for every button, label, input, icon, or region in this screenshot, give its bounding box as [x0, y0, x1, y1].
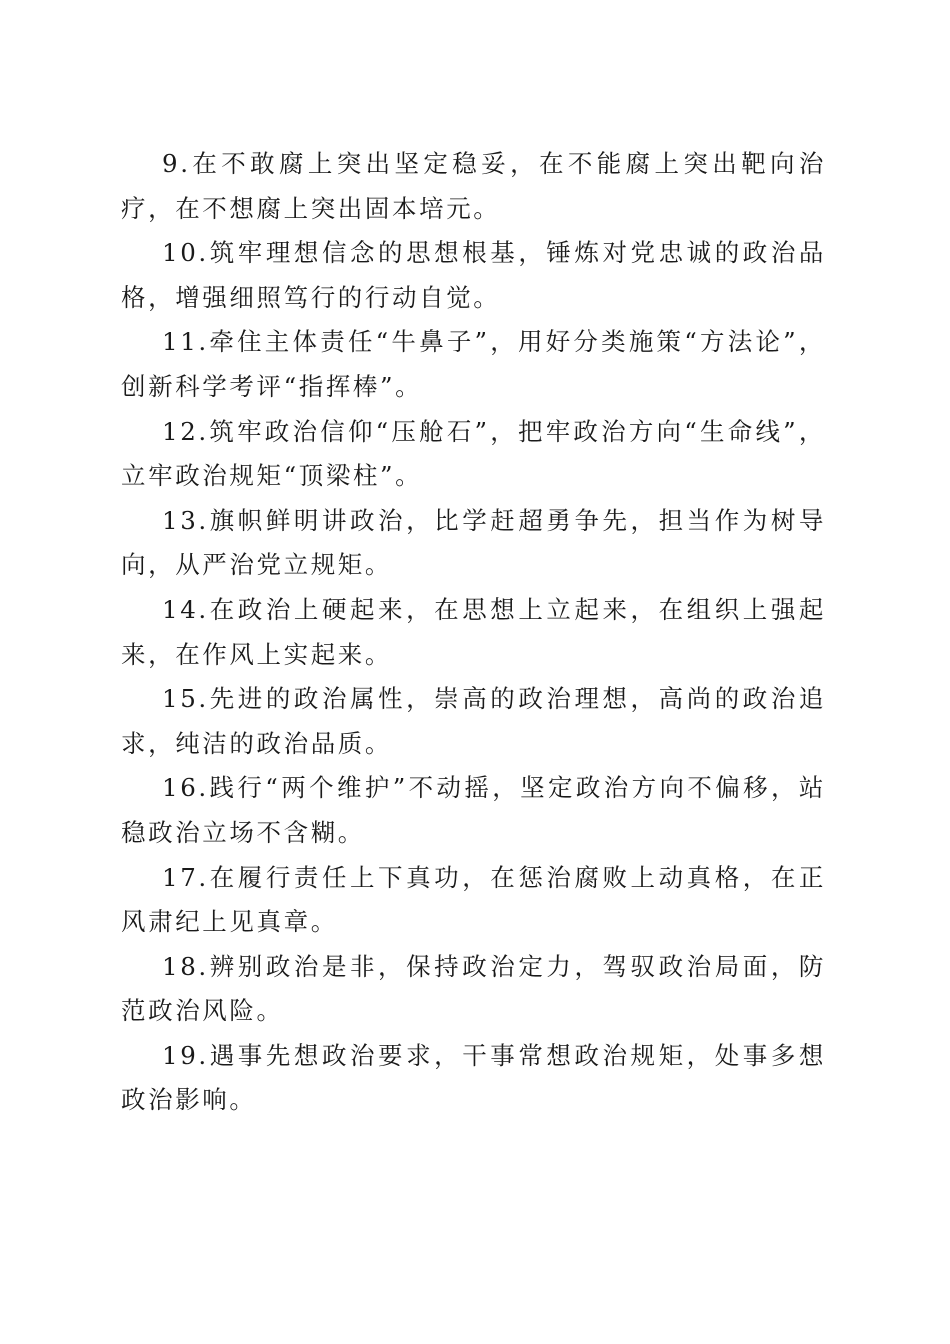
- paragraph-16: 16.践行“两个维护”不动摇，坚定政治方向不偏移，站稳政治立场不含糊。: [121, 773, 826, 847]
- paragraph-12: 12.筑牢政治信仰“压舱石”，把牢政治方向“生命线”，立牢政治规矩“顶梁柱”。: [121, 416, 826, 491]
- paragraph-17: 17.在履行责任上下真功，在惩治腐败上动真格，在正风肃纪上见真章。: [121, 862, 826, 937]
- paragraph-14: 14.在政治上硬起来，在思想上立起来，在组织上强起来，在作风上实起来。: [121, 594, 826, 669]
- paragraph-18: 18.辨别政治是非，保持政治定力，驾驭政治局面，防范政治风险。: [121, 951, 826, 1026]
- paragraph-19: 19.遇事先想政治要求，干事常想政治规矩，处事多想政治影响。: [121, 1040, 826, 1115]
- document-body: [121, 142, 826, 1123]
- paragraph-9: 9.在不敢腐上突出坚定稳妥，在不能腐上突出靶向治疗，在不想腐上突出固本培元。: [121, 149, 826, 223]
- paragraph-10: 10.筑牢理想信念的思想根基，锤炼对党忠诚的政治品格，增强细照笃行的行动自觉。: [121, 238, 826, 312]
- paragraph-15: 15.先进的政治属性，崇高的政治理想，高尚的政治追求，纯洁的政治品质。: [121, 684, 826, 758]
- paragraph-11: 11.牵住主体责任“牛鼻子”，用好分类施策“方法论”，创新科学考评“指挥棒”。: [121, 327, 826, 401]
- paragraph-13: 13.旗帜鲜明讲政治，比学赶超勇争先，担当作为树导向，从严治党立规矩。: [121, 505, 826, 580]
